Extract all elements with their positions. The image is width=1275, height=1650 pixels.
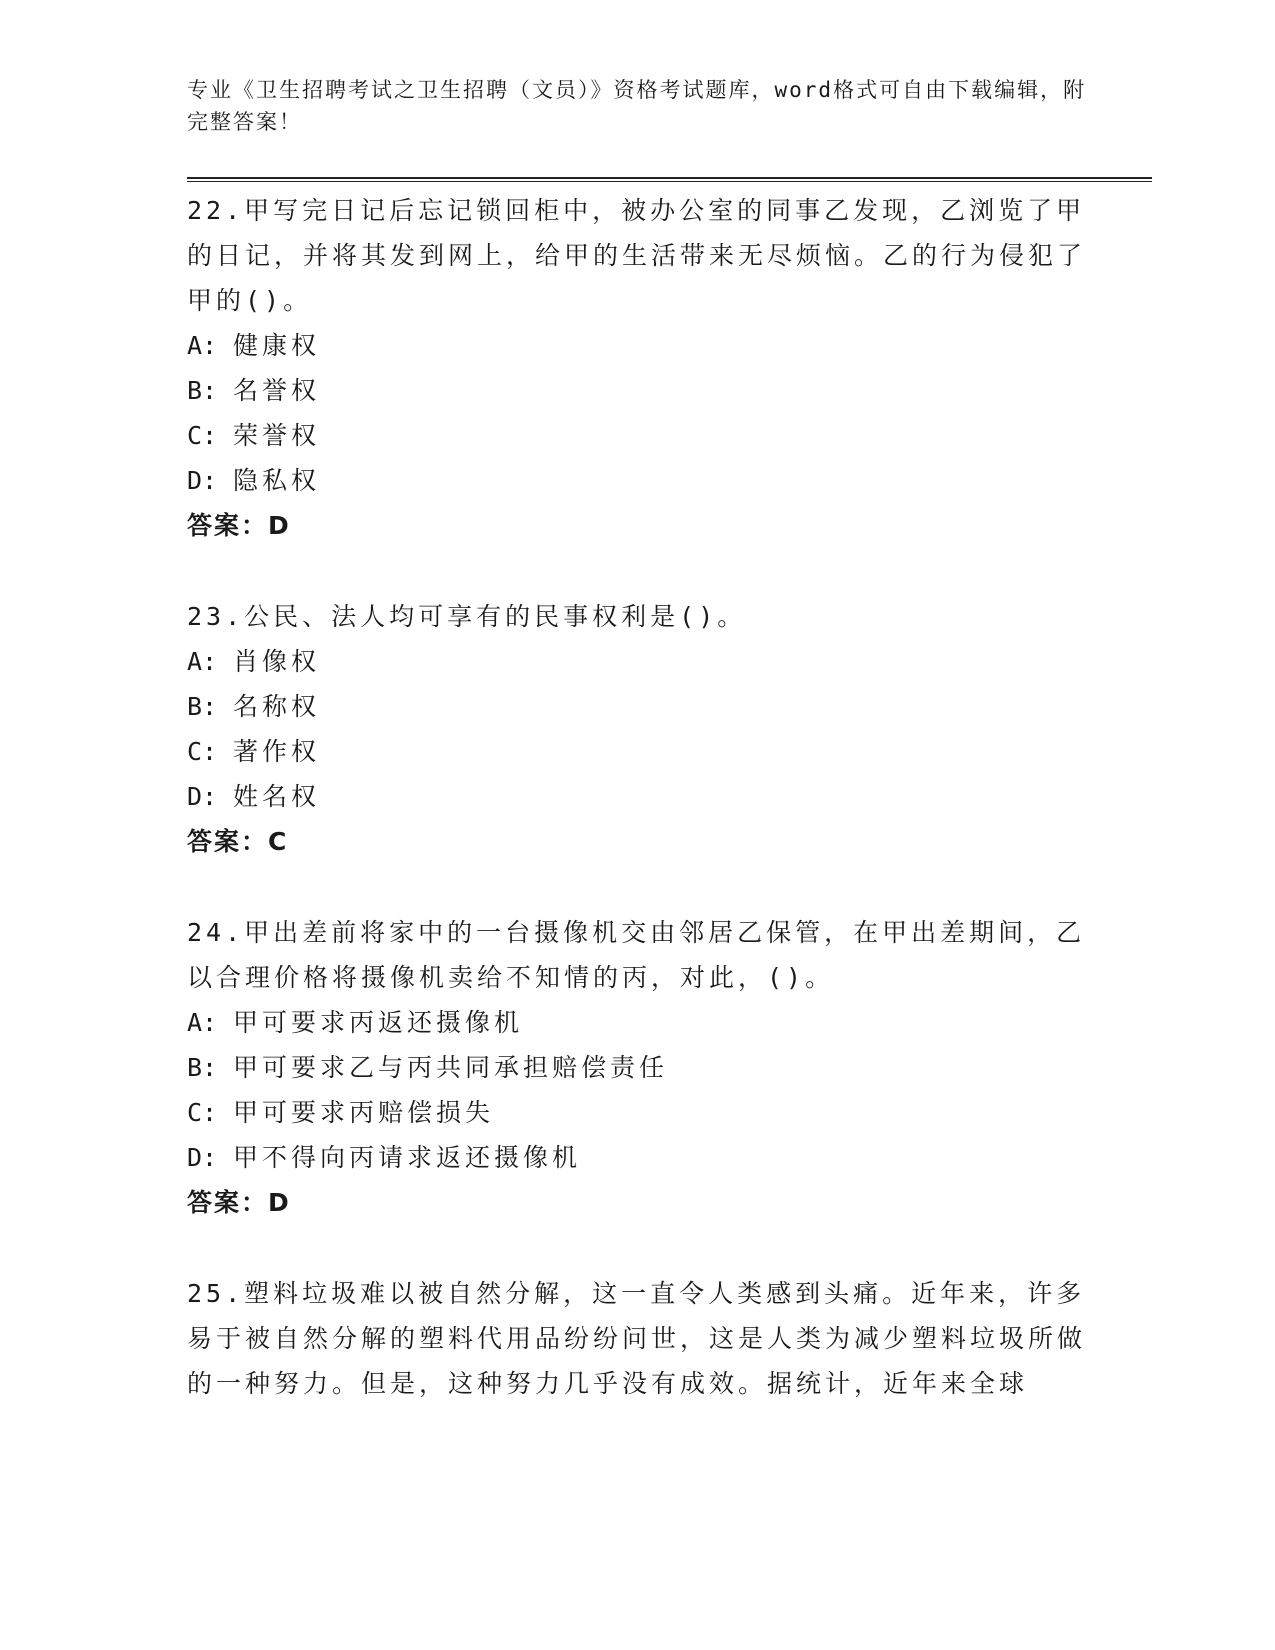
- question-list: [187, 188, 1087, 1452]
- option-key: D:: [187, 466, 218, 495]
- option-key: B:: [187, 692, 218, 721]
- option-text: 甲可要求丙返还摄像机: [233, 1008, 524, 1037]
- question-23: [187, 594, 1087, 864]
- option-b: [187, 1045, 1087, 1090]
- option-key: B:: [187, 376, 218, 405]
- option-text: 甲可要求乙与丙共同承担赔偿责任: [233, 1053, 669, 1082]
- answer-line: 答案：D: [187, 1188, 291, 1217]
- option-a: [187, 1000, 1087, 1045]
- option-d: [187, 1135, 1087, 1180]
- option-key: C:: [187, 421, 218, 450]
- header-divider: [187, 177, 1152, 182]
- option-text: 甲可要求丙赔偿损失: [233, 1098, 495, 1127]
- option-c: [187, 1090, 1087, 1135]
- option-text: 肖像权: [233, 647, 321, 676]
- question-stem: 23.公民、法人均可享有的民事权利是()。: [187, 602, 747, 631]
- option-a: [187, 639, 1087, 684]
- question-stem: 22.甲写完日记后忘记锁回柜中，被办公室的同事乙发现，乙浏览了甲的日记，并将其发到网上，给甲的生活带来无尽烦恼。乙的行为侵犯了甲的()。: [187, 196, 1087, 315]
- option-text: 隐私权: [233, 466, 321, 495]
- option-c: [187, 729, 1087, 774]
- option-b: [187, 684, 1087, 729]
- option-d: [187, 774, 1087, 819]
- option-key: A:: [187, 647, 218, 676]
- answer-line: 答案：D: [187, 511, 291, 540]
- question-25: [187, 1271, 1087, 1406]
- option-c: [187, 413, 1087, 458]
- option-a: [187, 323, 1087, 368]
- option-text: 甲不得向丙请求返还摄像机: [233, 1143, 582, 1172]
- option-b: [187, 368, 1087, 413]
- option-key: C:: [187, 1098, 218, 1127]
- option-text: 健康权: [233, 331, 321, 360]
- document-header: 专业《卫生招聘考试之卫生招聘（文员）》资格考试题库，word格式可自由下载编辑，附完整答案！: [187, 78, 1087, 134]
- option-key: C:: [187, 737, 218, 766]
- question-stem: 24.甲出差前将家中的一台摄像机交由邻居乙保管，在甲出差期间，乙以合理价格将摄像机卖给不知情的丙，对此，()。: [187, 918, 1086, 992]
- question-24: [187, 910, 1087, 1225]
- option-text: 名称权: [233, 692, 321, 721]
- option-key: A:: [187, 1008, 218, 1037]
- option-text: 姓名权: [233, 782, 321, 811]
- option-key: D:: [187, 782, 218, 811]
- option-d: [187, 458, 1087, 503]
- question-22: [187, 188, 1087, 548]
- option-key: B:: [187, 1053, 218, 1082]
- option-key: D:: [187, 1143, 218, 1172]
- option-key: A:: [187, 331, 218, 360]
- question-stem: 25.塑料垃圾难以被自然分解，这一直令人类感到头痛。近年来，许多易于被自然分解的塑料代用品纷纷问世，这是人类为减少塑料垃圾所做的一种努力。但是，这种努力几乎没有成效。据统计，近年来全球: [187, 1279, 1087, 1398]
- option-text: 荣誉权: [233, 421, 321, 450]
- answer-line: 答案：C: [187, 827, 289, 856]
- option-text: 著作权: [233, 737, 321, 766]
- option-text: 名誉权: [233, 376, 321, 405]
